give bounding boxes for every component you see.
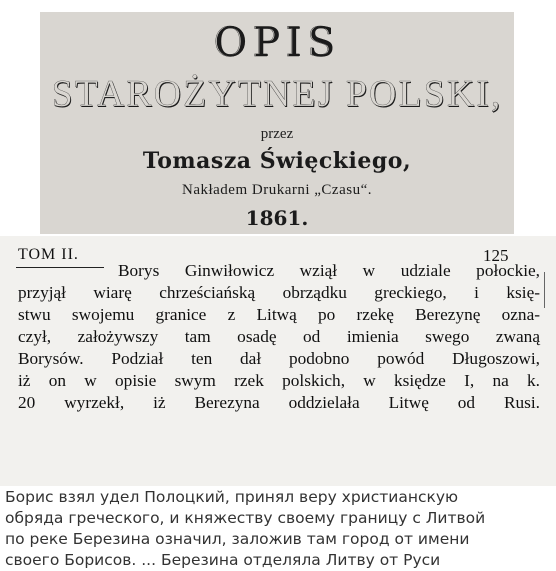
page-line: iż on w opisie swym rzek polskich, w księdze I, na k. bbox=[18, 371, 540, 390]
page-body-text bbox=[18, 260, 540, 414]
page-line: przyjął wiarę chrześciańską obrządku greckiego, i księ- bbox=[18, 283, 540, 302]
page-line: Borys Ginwiłowicz wziął w udziale połockie, bbox=[118, 261, 540, 280]
title-page-scan bbox=[40, 12, 514, 234]
running-head: TOM II. bbox=[18, 246, 79, 263]
page-line: 20 wyrzekł, iż Berezyna oddzielała Litwę od Rusi. bbox=[18, 393, 540, 412]
caption-line: по реке Березина означил, заложив там город от имени bbox=[5, 530, 470, 548]
page-line: stwu swojemu granice z Litwą po rzekę Berezynę ozna- bbox=[18, 305, 540, 324]
caption-line: Борис взял удел Полоцкий, принял веру христианскую bbox=[5, 488, 459, 506]
title-by: przez bbox=[260, 126, 294, 142]
page-number: 125 bbox=[483, 246, 509, 265]
margin-mark bbox=[544, 272, 545, 308]
title-author: Tomasza Święckiego, bbox=[142, 148, 412, 174]
title-line-starozytnej-polski: STAROŻYTNEJ POLSKI, bbox=[51, 73, 503, 115]
translation-caption bbox=[5, 487, 555, 571]
page-line: czył, założywszy tam osadę od imienia swego zwaną bbox=[18, 327, 540, 346]
title-publisher: Nakładem Drukarni „Czasu“. bbox=[181, 182, 372, 198]
title-year: 1861. bbox=[245, 206, 309, 230]
title-line-opis: OPIS bbox=[213, 20, 341, 66]
caption-line: своего Борисов. ... Березина отделяла Литву от Руси bbox=[5, 551, 441, 569]
caption-line: обряда греческого, и княжеству своему границу с Литвой bbox=[5, 509, 486, 527]
page-line: Borysów. Podział ten dał podobno powód Długoszowi, bbox=[18, 349, 540, 368]
book-page-scan bbox=[0, 236, 556, 486]
